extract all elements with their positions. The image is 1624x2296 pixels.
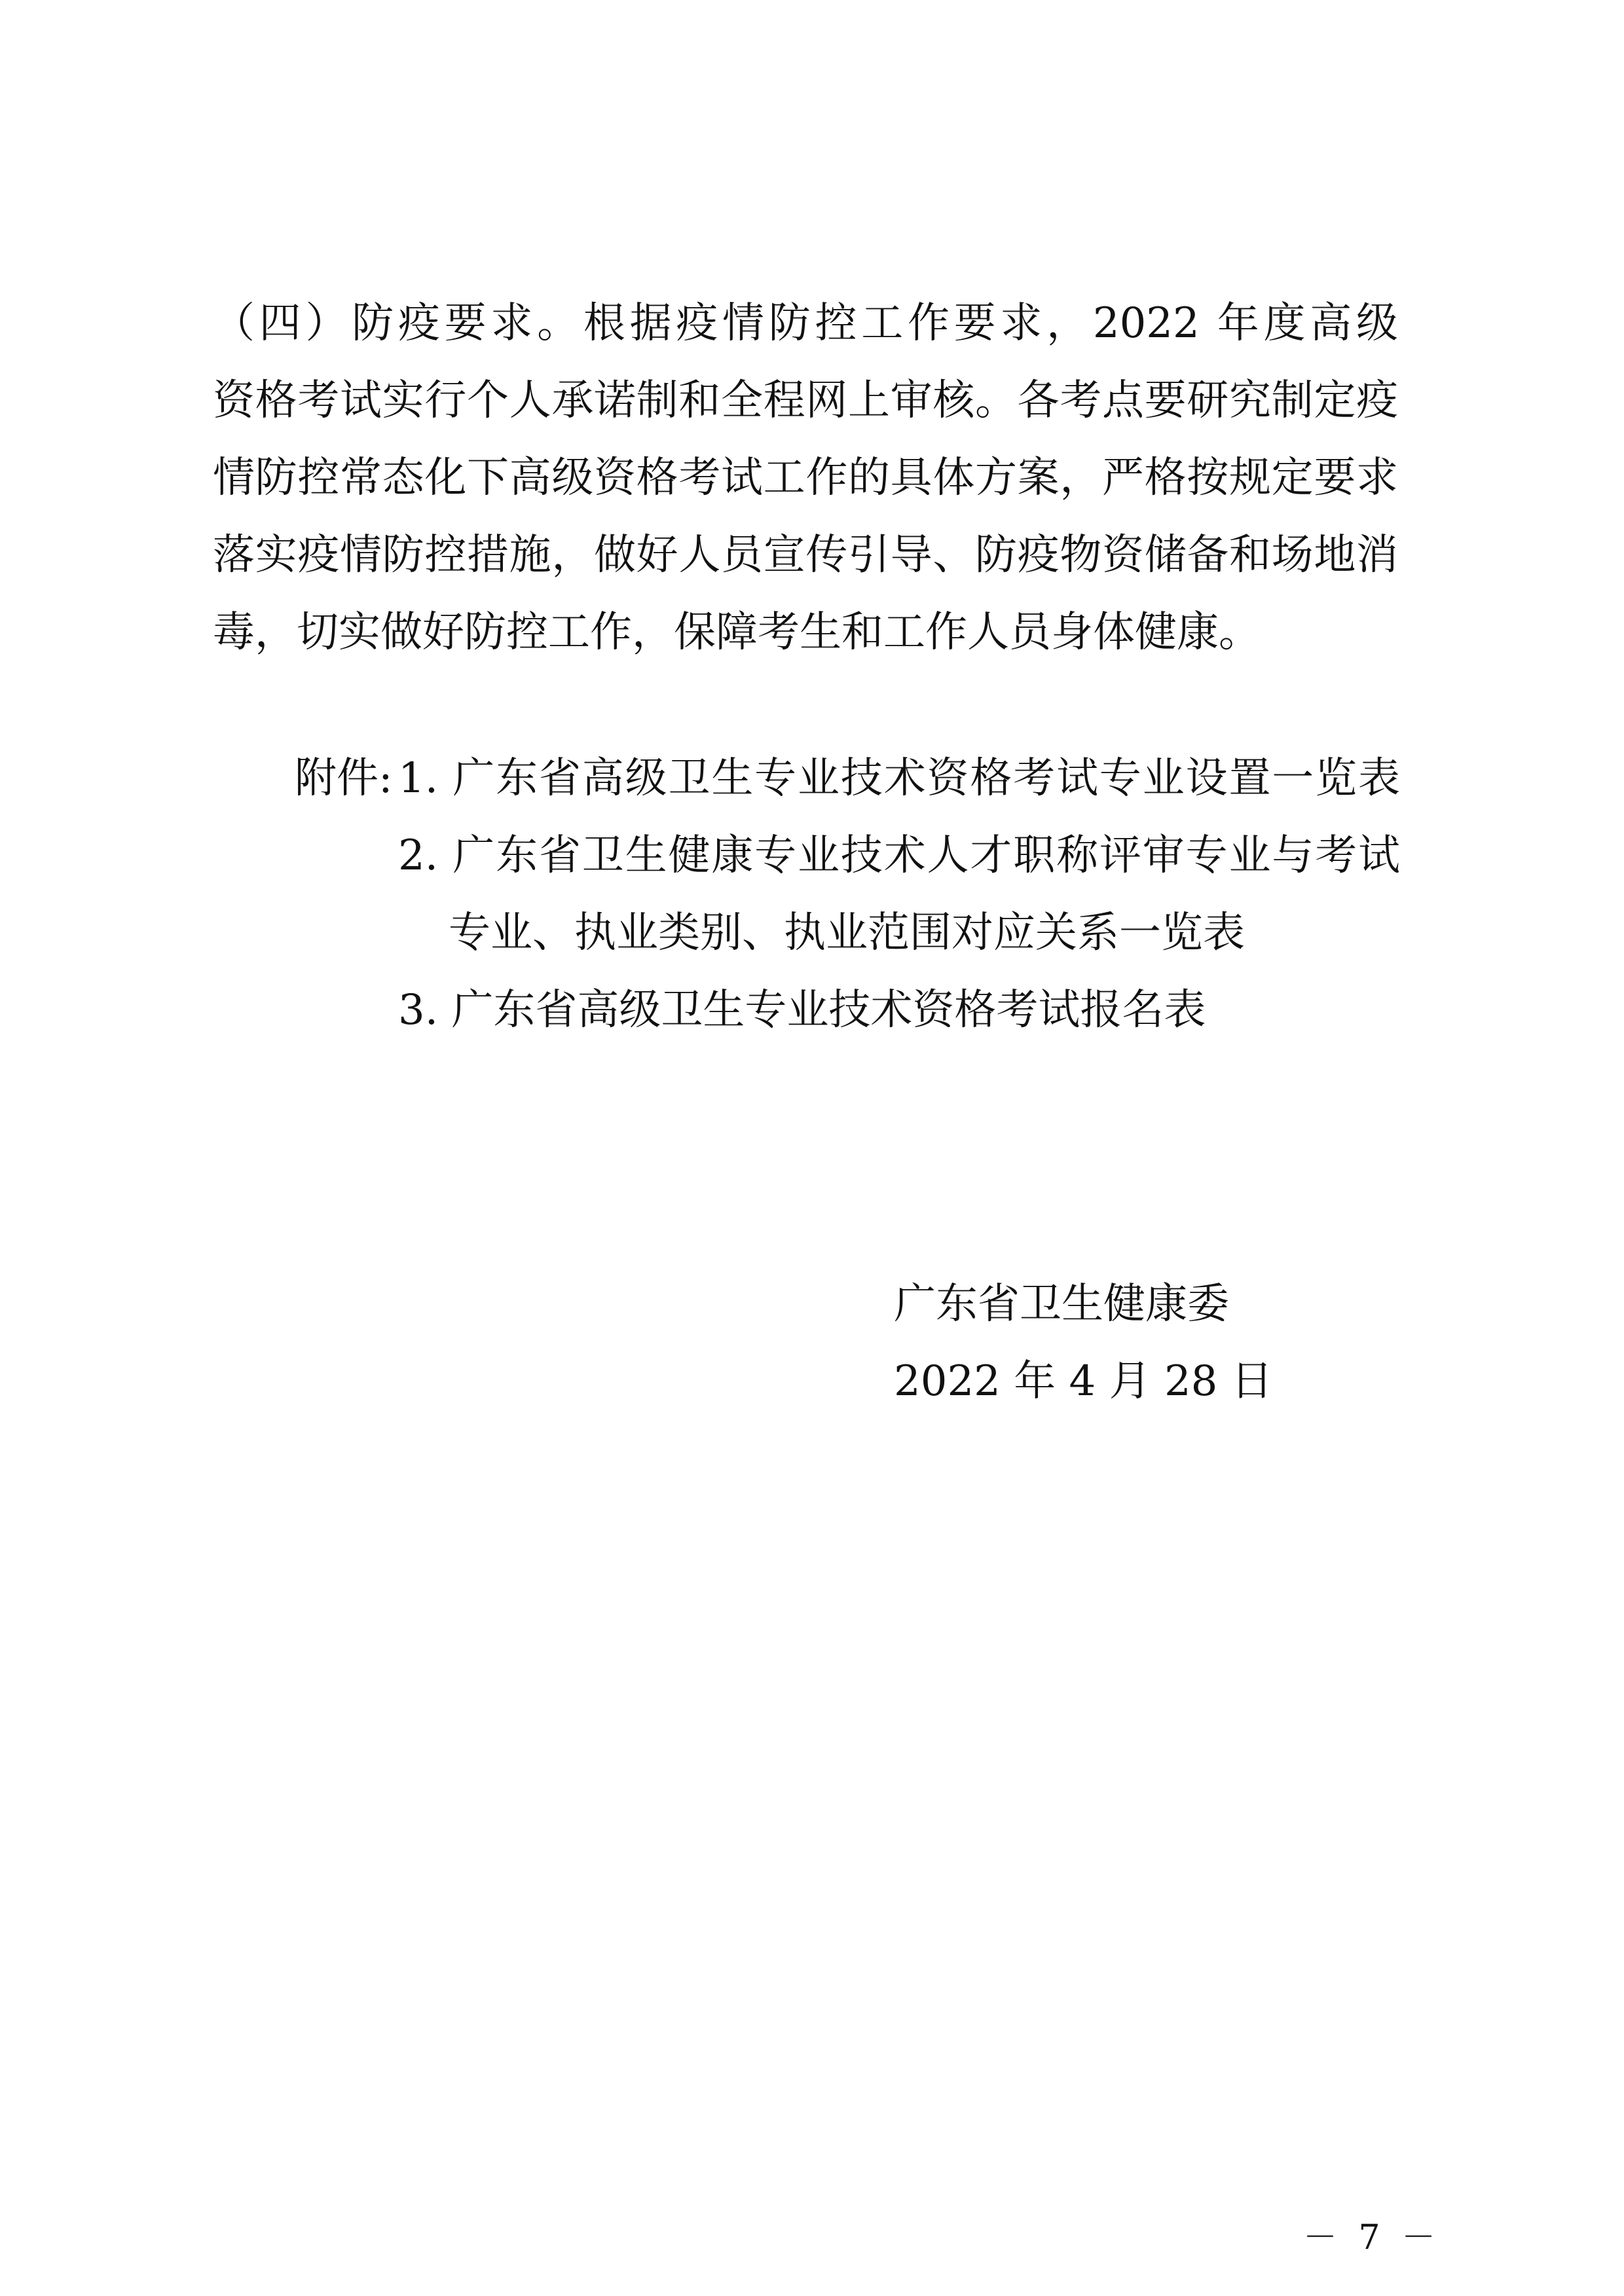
attachment-item-2-continuation: 专业、执业类别、执业范围对应关系一览表 bbox=[449, 909, 1245, 957]
attachment-item-2: 2. 广东省卫生健康专业技术人才职称评审专业与考试 bbox=[398, 831, 1400, 880]
page-number: － 7 － bbox=[1303, 2218, 1441, 2257]
paragraph-line-5: 毒，切实做好防控工作，保障考生和工作人员身体健康。 bbox=[213, 608, 1261, 657]
paragraph-line-3: 情防控常态化下高级资格考试工作的具体方案，严格按规定要求 bbox=[213, 454, 1398, 502]
paragraph-line-2: 资格考试实行个人承诺制和全程网上审核。各考点要研究制定疫 bbox=[213, 376, 1398, 425]
paragraph-line-4: 落实疫情防控措施，做好人员宣传引导、防疫物资储备和场地消 bbox=[213, 531, 1398, 579]
attachments-label: 附件: bbox=[295, 754, 393, 803]
attachment-item-1: 1. 广东省高级卫生专业技术资格考试专业设置一览表 bbox=[398, 754, 1400, 803]
signature-date: 2022 年 4 月 28 日 bbox=[894, 1357, 1273, 1406]
paragraph-line-1: （四）防疫要求。根据疫情防控工作要求，2022 年度高级 bbox=[213, 299, 1398, 348]
attachment-item-3: 3. 广东省高级卫生专业技术资格考试报名表 bbox=[398, 986, 1206, 1034]
signature-organization: 广东省卫生健康委 bbox=[894, 1280, 1229, 1328]
